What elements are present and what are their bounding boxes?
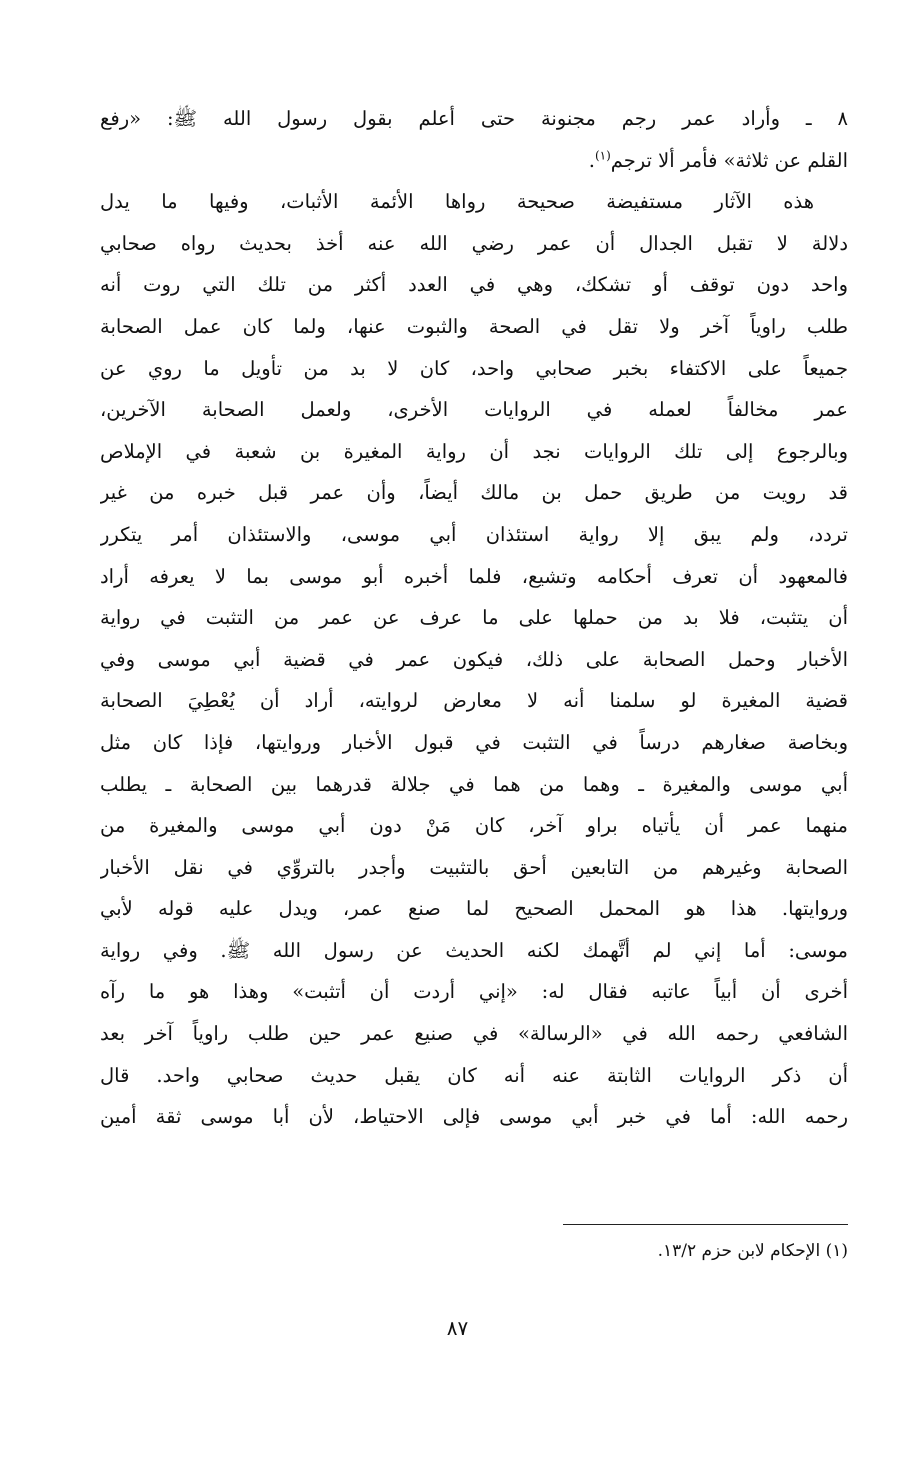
paragraph-2-line-17: الصحابة وغيرهم من التابعين أحق بالتثبيت وأجدر بالتروِّي في نقل الأخبار	[100, 855, 848, 879]
paragraph-1-line-2-text: القلم عن ثلاثة» فأمر ألا ترجم	[610, 148, 848, 172]
paragraph-2-line-7: وبالرجوع إلى تلك الروايات نجد أن رواية المغيرة بن شعبة في الإملاص	[100, 439, 848, 463]
paragraph-2-line-4: طلب راوياً آخر ولا تقل في الصحة والثبوت عنها، ولما كان عمل الصحابة	[100, 314, 848, 338]
paragraph-2-line-10: فالمعهود أن تعرف أحكامه وتشيع، فلما أخبره أبو موسى بما لا يعرفه أراد	[100, 564, 848, 588]
footnote-separator	[563, 1224, 848, 1225]
paragraph-1-line-2-end: .	[588, 148, 595, 172]
paragraph-2-line-16: منهما عمر أن يأتياه براو آخر، كان مَنْ دون أبي موسى والمغيرة من	[100, 814, 848, 838]
paragraph-2-line-20: أخرى أن أبياً عاتبه فقال له: «إني أردت أن أتثبت» وهذا هو ما رآه	[100, 980, 848, 1004]
paragraph-2-line-12: الأخبار وحمل الصحابة على ذلك، فيكون عمر في قضية أبي موسى وفي	[100, 647, 848, 671]
paragraph-2-line-18: وروايتها. هذا هو المحمل الصحيح لما صنع عمر، ويدل عليه قوله لأبي	[100, 897, 848, 921]
paragraph-2-line-9: تردد، ولم يبق إلا رواية استئذان أبي موسى، والاستئذان أمر يتكرر	[100, 522, 848, 546]
paragraph-2-line-13: قضية المغيرة لو سلمنا أنه لا معارض لروايته، أراد أن يُعْطِيَ الصحابة	[100, 689, 848, 713]
paragraph-2-line-2: دلالة لا تقبل الجدال أن عمر رضي الله عنه أخذ بحديث رواه صحابي	[100, 231, 848, 255]
paragraph-2-line-14: وبخاصة صغارهم درساً في التثبت في قبول الأخبار وروايتها، فإذا كان مثل	[100, 730, 848, 754]
paragraph-1-line-2	[100, 140, 848, 182]
page-number: ٨٧	[446, 1316, 469, 1340]
paragraph-2-line-1: هذه الآثار مستفيضة صحيحة رواها الأئمة الأثبات، وفيها ما يدل	[100, 190, 814, 214]
main-text	[100, 98, 848, 1138]
footnote	[348, 1236, 848, 1266]
footnote-number: (١)	[825, 1241, 848, 1261]
footnote-marker: (١)	[594, 148, 611, 163]
paragraph-2-line-3: واحد دون توقف أو تشكك، وهي في العدد أكثر من تلك التي روت أنه	[100, 273, 848, 297]
paragraph-2-line-8: قد رويت من طريق حمل بن مالك أيضاً، وأن عمر قبل خبره من غير	[100, 481, 848, 505]
footnote-text: الإحكام لابن حزم ١٣/٢.	[657, 1241, 821, 1261]
paragraph-1-line-1: ٨ ـ وأراد عمر رجم مجنونة حتى أعلم بقول رسول الله ﷺ: «رفع	[100, 107, 848, 130]
paragraph-2-line-5: جميعاً على الاكتفاء بخبر صحابي واحد، كان لا بد من تأويل ما روي عن	[100, 356, 848, 380]
paragraph-2-line-6: عمر مخالفاً لعمله في الروايات الأخرى، ولعمل الصحابة الآخرين،	[100, 398, 848, 422]
paragraph-2-line-23: رحمه الله: أما في خبر أبي موسى فإلى الاحتياط، لأن أبا موسى ثقة أمين	[100, 1105, 848, 1129]
paragraph-2-line-19: موسى: أما إني لم أتَّهمك لكنه الحديث عن رسول الله ﷺ. وفي رواية	[100, 938, 848, 962]
paragraph-2-line-22: أن ذكر الروايات الثابتة عنه أنه كان يقبل حديث صحابي واحد. قال	[100, 1063, 848, 1087]
paragraph-2-line-15: أبي موسى والمغيرة ـ وهما من هما في جلالة قدرهما بين الصحابة ـ يطلب	[100, 772, 848, 796]
paragraph-2-line-11: أن يتثبت، فلا بد من حملها على ما عرف عن عمر من التثبت في رواية	[100, 606, 848, 630]
paragraph-2-line-21: الشافعي رحمه الله في «الرسالة» في صنيع عمر حين طلب راوياً آخر بعد	[100, 1022, 848, 1046]
